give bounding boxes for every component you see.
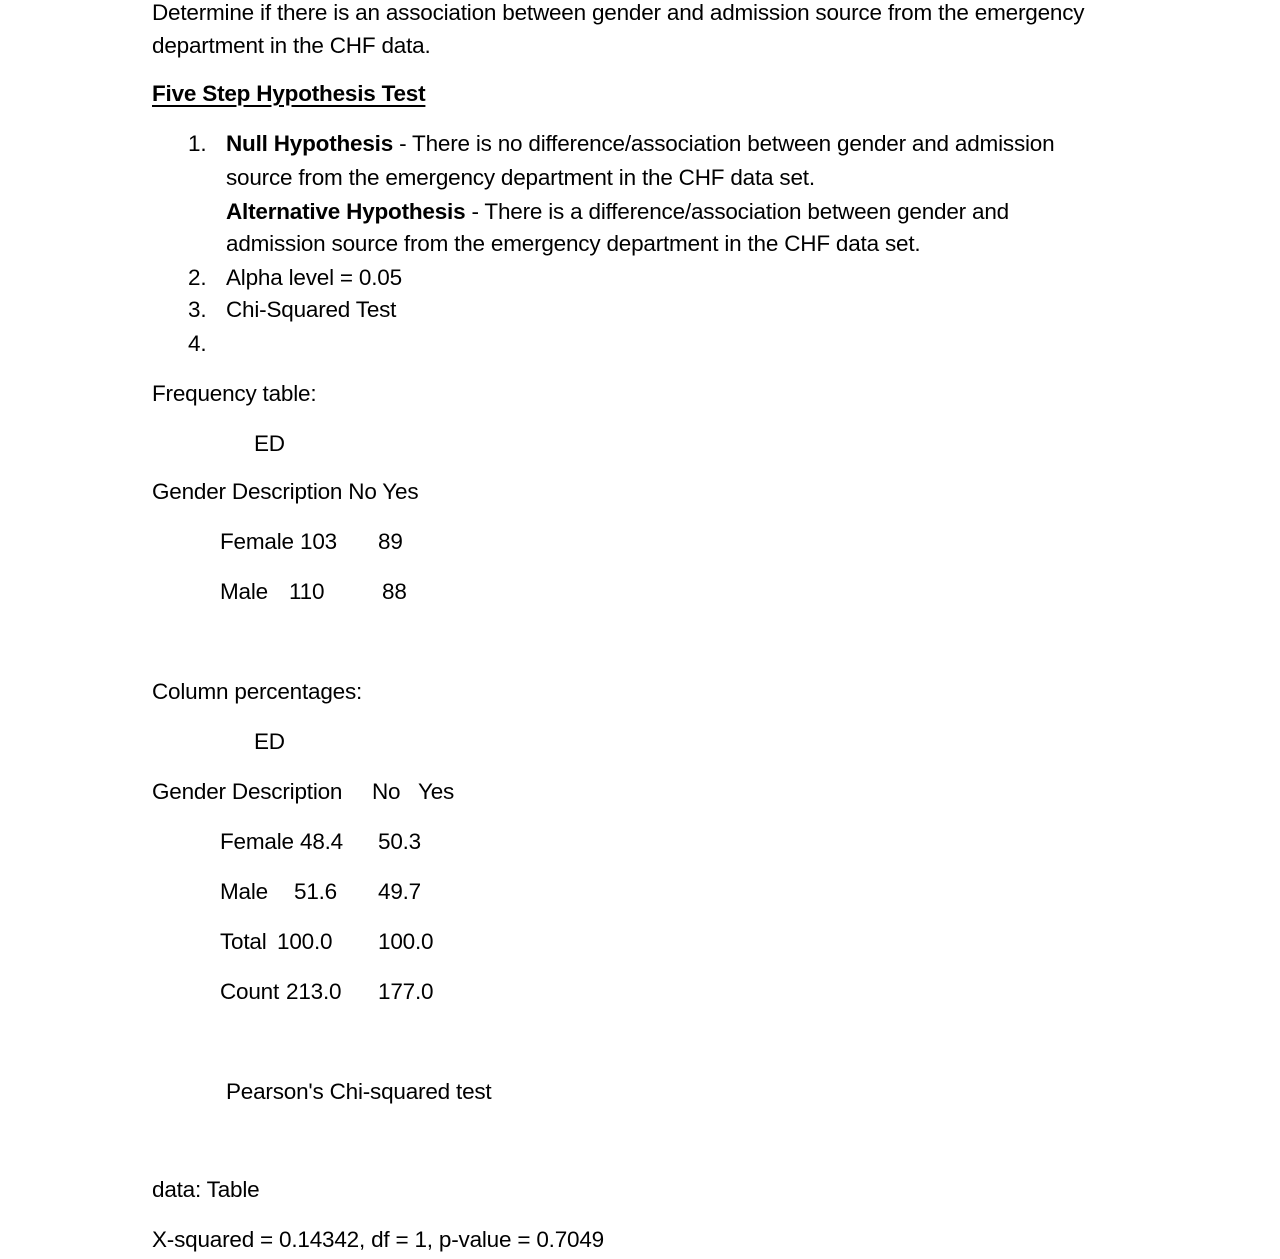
frequency-row-label: Female — [220, 529, 294, 554]
frequency-cell-no: 110 — [289, 579, 325, 604]
column-percentages-header-yes: Yes — [418, 779, 455, 804]
alternative-hypothesis-line-2: admission source from the emergency department in the CHF data set. — [226, 231, 921, 256]
null-hypothesis-line-2: source from the emergency department in the CHF data set. — [226, 165, 815, 190]
percent-cell-no: 48.4 — [300, 829, 343, 854]
section-heading: Five Step Hypothesis Test — [152, 81, 426, 106]
percent-row-label: Female — [220, 829, 294, 854]
percent-row-label: Male — [220, 879, 268, 904]
percent-row-label: Total — [220, 929, 267, 954]
null-hypothesis-text: - There is no difference/association between gender and admission — [393, 131, 1055, 156]
alpha-level: Alpha level = 0.05 — [226, 265, 402, 290]
list-number-4: 4. — [188, 331, 207, 356]
test-title: Pearson's Chi-squared test — [226, 1079, 492, 1104]
column-percentages-column-group: ED — [254, 729, 285, 754]
list-number-3: 3. — [188, 297, 207, 322]
list-number-1: 1. — [188, 131, 207, 156]
percent-cell-yes: 100.0 — [378, 929, 434, 954]
intro-line-1: Determine if there is an association between gender and admission source from the emergency — [152, 0, 1085, 25]
frequency-row-label: Male — [220, 579, 268, 604]
list-number-2: 2. — [188, 265, 207, 290]
column-percentages-title: Column percentages: — [152, 679, 363, 704]
test-type: Chi-Squared Test — [226, 297, 397, 322]
alternative-hypothesis-line-1 — [226, 201, 1009, 224]
percent-cell-no: 51.6 — [294, 879, 337, 904]
percent-cell-yes: 50.3 — [378, 829, 421, 854]
frequency-cell-no: 103 — [300, 529, 337, 554]
column-percentages-header-label: Gender Description — [152, 779, 343, 804]
frequency-cell-yes: 88 — [382, 579, 407, 604]
percent-cell-no: 100.0 — [277, 929, 333, 954]
percent-row-label: Count — [220, 979, 280, 1004]
null-hypothesis-line-1 — [226, 133, 1054, 156]
alternative-hypothesis-label: Alternative Hypothesis — [226, 199, 466, 224]
intro-line-2: department in the CHF data. — [152, 33, 431, 58]
frequency-table-header: Gender Description No Yes — [152, 479, 419, 504]
percent-cell-yes: 177.0 — [378, 979, 434, 1004]
frequency-table-column-group: ED — [254, 431, 285, 456]
alternative-hypothesis-text: - There is a difference/association between gender and — [465, 199, 1009, 224]
frequency-cell-yes: 89 — [378, 529, 403, 554]
percent-cell-yes: 49.7 — [378, 879, 421, 904]
percent-cell-no: 213.0 — [286, 979, 342, 1004]
frequency-table-title: Frequency table: — [152, 381, 317, 406]
column-percentages-header-no: No — [372, 779, 401, 804]
test-data-line: data: Table — [152, 1177, 260, 1202]
test-result-line: X-squared = 0.14342, df = 1, p-value = 0.7049 — [152, 1227, 604, 1252]
null-hypothesis-label: Null Hypothesis — [226, 131, 394, 156]
